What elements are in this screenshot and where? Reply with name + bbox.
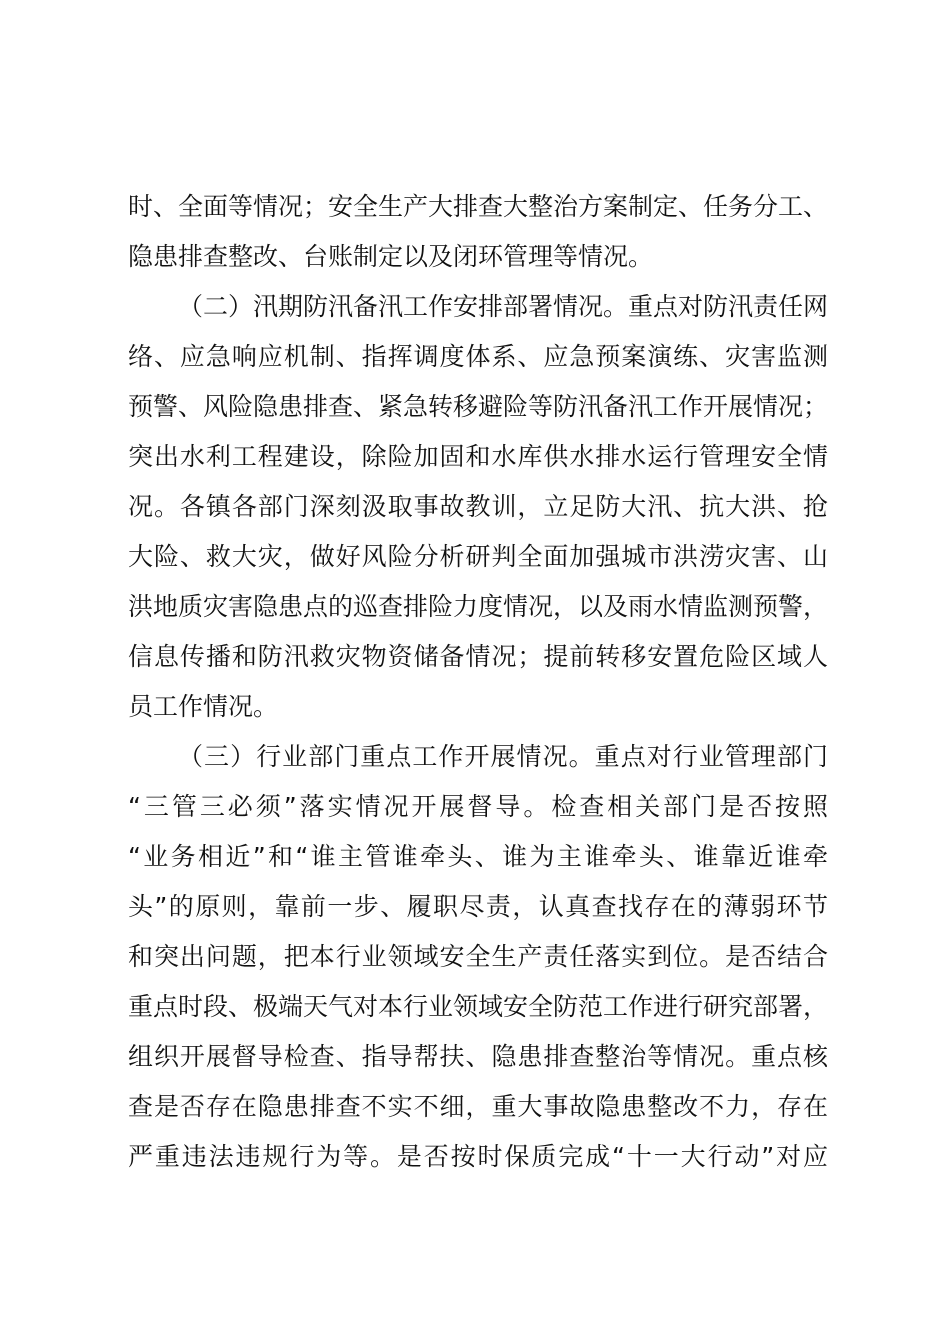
- text-line: 预警、风险隐患排查、紧急转移避险等防汛备汛工作开展情况；: [128, 392, 829, 421]
- text-line: 洪地质灾害隐患点的巡查排险力度情况，以及雨水情监测预警，: [128, 592, 829, 621]
- text-line: “业务相近”和“谁主管谁牵头、谁为主谁牵头、谁靠近谁牵: [128, 842, 828, 871]
- text-line: 况。各镇各部门深刻汲取事故教训，立足防大汛、抗大洪、抢: [128, 492, 828, 521]
- text-line: 查是否存在隐患排查不实不细，重大事故隐患整改不力，存在: [128, 1092, 828, 1121]
- text-line: 信息传播和防汛救灾物资储备情况；提前转移安置危险区域人: [128, 642, 828, 671]
- text-line: 大险、救大灾，做好风险分析研判全面加强城市洪涝灾害、山: [128, 542, 828, 571]
- section-heading-line: （三）行业部门重点工作开展情况。重点对行业管理部门: [178, 742, 828, 771]
- text-line: 隐患排查整改、台账制定以及闭环管理等情况。: [128, 242, 654, 271]
- text-line: 头”的原则，靠前一步、履职尽责，认真查找存在的薄弱环节: [128, 892, 828, 921]
- text-line: 时、全面等情况；安全生产大排查大整治方案制定、任务分工、: [128, 192, 829, 221]
- text-line: 重点时段、极端天气对本行业领域安全防范工作进行研究部署，: [128, 992, 829, 1021]
- text-line: 组织开展督导检查、指导帮扶、隐患排查整治等情况。重点核: [128, 1042, 828, 1071]
- section-heading-line: （二）汛期防汛备汛工作安排部署情况。重点对防汛责任网: [178, 292, 829, 321]
- text-line: 突出水利工程建设，除险加固和水库供水排水运行管理安全情: [128, 442, 828, 471]
- text-line: 员工作情况。: [128, 692, 279, 721]
- text-line: “三管三必须”落实情况开展督导。检查相关部门是否按照: [128, 792, 828, 821]
- document-body: [128, 182, 828, 1182]
- text-line: 络、应急响应机制、指挥调度体系、应急预案演练、灾害监测: [128, 342, 828, 371]
- text-line: 和突出问题，把本行业领域安全生产责任落实到位。是否结合: [128, 942, 828, 971]
- text-line: 严重违法违规行为等。是否按时保质完成“十一大行动”对应: [128, 1142, 828, 1171]
